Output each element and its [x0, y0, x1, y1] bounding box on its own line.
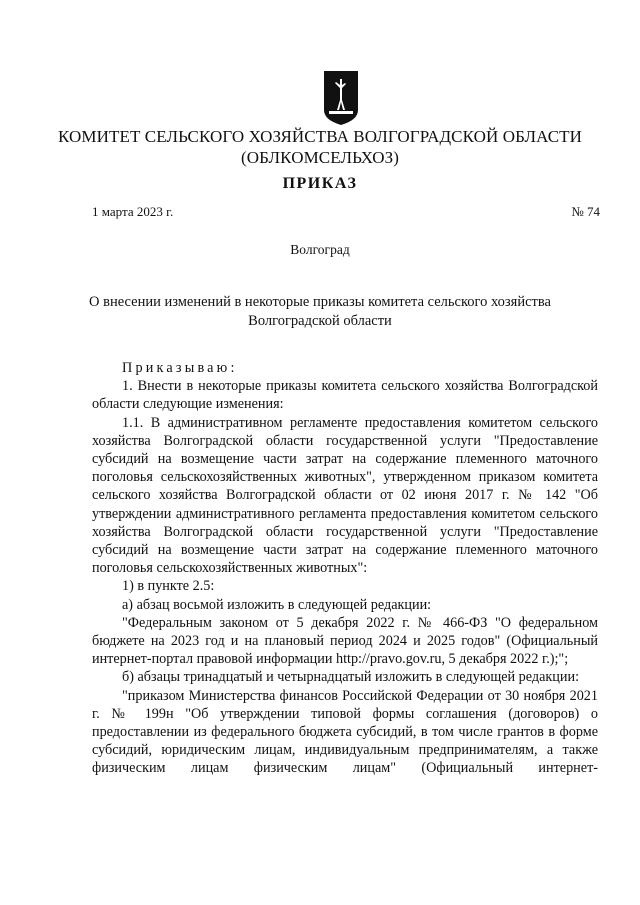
item-a: а) абзац восьмой изложить в следующей редакции:	[122, 596, 432, 613]
committee-abbreviation: (ОБЛКОМСЕЛЬХОЗ)	[240, 148, 400, 167]
order-subject	[0, 293, 640, 331]
document-type-title: ПРИКАЗ	[282, 175, 358, 192]
city-name: Волгоград	[290, 242, 350, 257]
order-directive	[92, 359, 598, 377]
order-number: № 74	[571, 204, 600, 219]
quote-b: "приказом Министерства финансов Российской Федерации от 30 ноября 2021 г. № 199н "Об утверждении типовой формы соглашения (договоров) о предоставлении из федерального бюджета субсидий, в том числе грантов в форме субсидий, юридическим лицам, индивидуальным предпринимателям, а также физическим лицам физическим лицам" (Официальный интернет-	[92, 687, 598, 777]
order-body	[92, 359, 598, 778]
quote-a: "Федеральным законом от 5 декабря 2022 г. № 466-ФЗ "О федеральном бюджете на 2023 год и на плановый период 2024 и 2025 годов" (Официальный интернет-портал правовой информации http://pravo.gov.ru, 5 декабря 2022 г.);";	[92, 614, 598, 668]
directive-word: Приказываю:	[122, 360, 238, 376]
paragraph-1-1: 1.1. В административном регламенте предоставления комитетом сельского хозяйства Волгоградской области государственной услуги "Предоставление субсидий на возмещение части затрат на содержание племенного маточного поголовья сельскохозяйственных животных", утвержденном приказом комитета сельского хозяйства Волгоградской области от 02 июня 2017 г. № 142 "Об утверждении административного регламента предоставления комитетом сельского хозяйства Волгоградской области государственной услуги "Предоставление субсидий на возмещение части затрат на содержание племенного маточного поголовья сельскохозяйственных животных":	[92, 414, 598, 577]
order-date: 1 марта 2023 г.	[92, 204, 174, 219]
order-subject-line-1: О внесении изменений в некоторые приказы комитета сельского хозяйства	[89, 294, 551, 310]
order-subject-line-2: Волгоградской области	[248, 313, 392, 329]
committee-name: КОМИТЕТ СЕЛЬСКОГО ХОЗЯЙСТВА ВОЛГОГРАДСКОЙ ОБЛАСТИ	[57, 127, 582, 146]
volgograd-emblem-icon	[323, 70, 359, 126]
paragraph-1: 1. Внести в некоторые приказы комитета сельского хозяйства Волгоградской области следующие изменения:	[92, 378, 598, 413]
item-b: б) абзацы тринадцатый и четырнадцатый изложить в следующей редакции:	[122, 669, 580, 686]
item-1: 1) в пункте 2.5:	[122, 578, 215, 595]
